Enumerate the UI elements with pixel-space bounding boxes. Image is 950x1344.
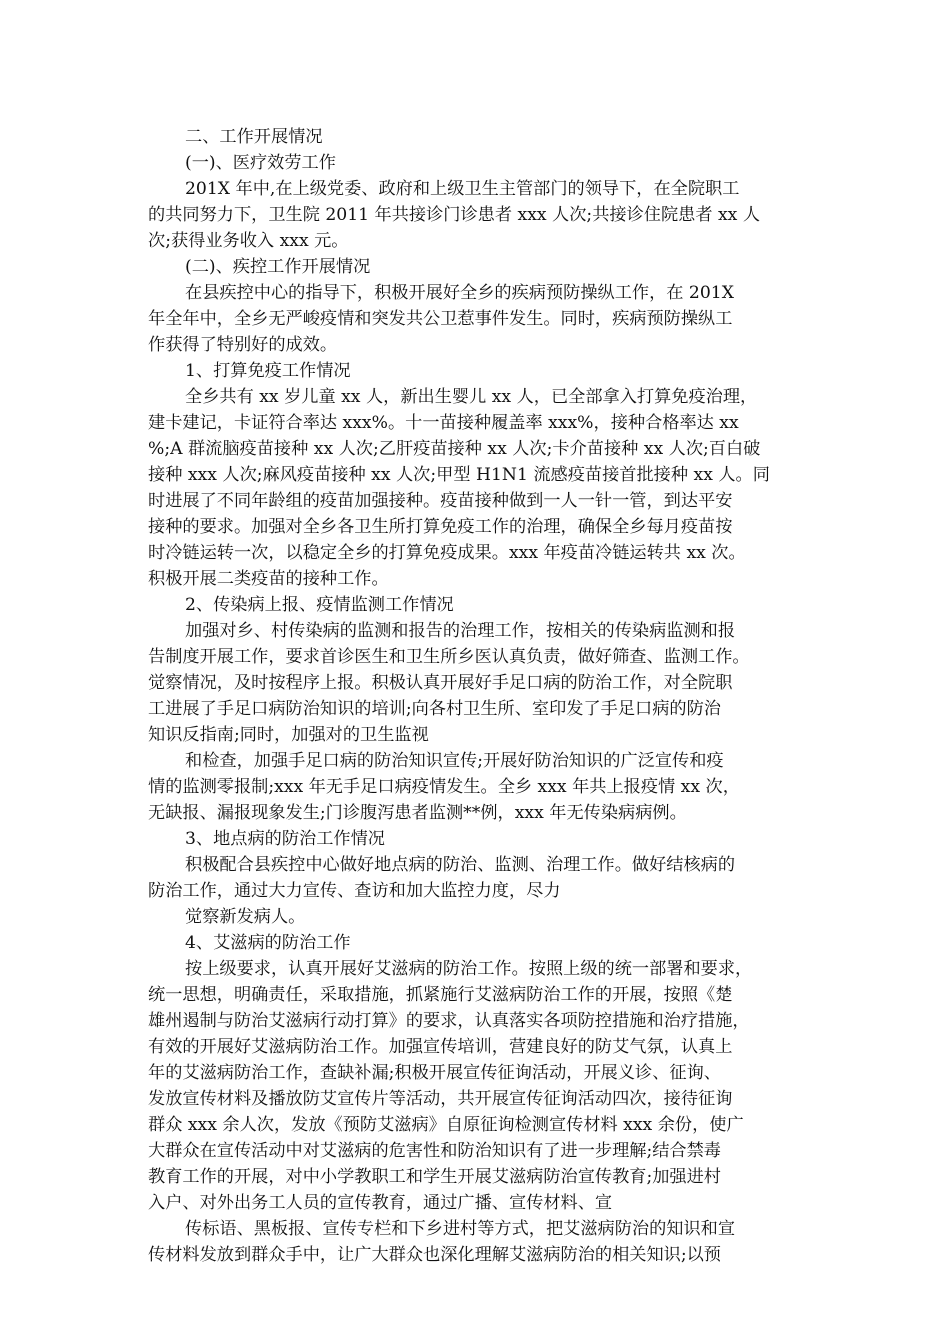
- text-line: 二、工作开展情况: [185, 127, 323, 147]
- text-line: 告制度开展工作，要求首诊医生和卫生所乡医认真负责，做好筛查、监测工作。: [148, 647, 750, 667]
- text-line: 作获得了特别好的成效。: [148, 335, 338, 355]
- text-line: 雄州遏制与防治艾滋病行动打算》的要求，认真落实各项防控措施和治疗措施，: [148, 1011, 750, 1031]
- text-line: 1、打算免疫工作情况: [185, 361, 351, 381]
- text-line: 知识反指南;同时，加强对的卫生监视: [148, 725, 429, 745]
- text-line: 2、传染病上报、疫情监测工作情况: [185, 595, 454, 615]
- text-line: 全乡共有 xx 岁儿童 xx 人，新出生婴儿 xx 人，已全部拿入打算免疫治理，: [185, 387, 758, 407]
- text-line: 无缺报、漏报现象发生;门诊腹泻患者监测**例，xxx 年无传染病病例。: [148, 803, 687, 823]
- text-line: 时进展了不同年龄组的疫苗加强接种。疫苗接种做到一人一针一管，到达平安: [148, 491, 733, 511]
- text-line: 统一思想，明确责任，采取措施，抓紧施行艾滋病防治工作的开展，按照《楚: [148, 985, 733, 1005]
- text-line: 教育工作的开展，对中小学教职工和学生开展艾滋病防治宣传教育;加强进村: [148, 1167, 721, 1187]
- text-line: %;A 群流脑疫苗接种 xx 人次;乙肝疫苗接种 xx 人次;卡介苗接种 xx 人次;百白破: [148, 439, 761, 459]
- text-line: (一)、医疗效劳工作: [185, 153, 336, 173]
- text-line: 按上级要求，认真开展好艾滋病的防治工作。按照上级的统一部署和要求，: [185, 959, 753, 979]
- text-line: 入户、对外出务工人员的宣传教育，通过广播、宣传材料、宣: [148, 1193, 613, 1213]
- text-line: 在县疾控中心的指导下，积极开展好全乡的疾病预防操纵工作，在 201X: [185, 283, 734, 303]
- text-line: 次;获得业务收入 xxx 元。: [148, 231, 349, 251]
- text-line: 传材料发放到群众手中，让广大群众也深化理解艾滋病防治的相关知识;以预: [148, 1245, 721, 1265]
- text-line: 和检查，加强手足口病的防治知识宣传;开展好防治知识的广泛宣传和疫: [185, 751, 724, 771]
- text-line: 大群众在宣传活动中对艾滋病的危害性和防治知识有了进一步理解;结合禁毒: [148, 1141, 721, 1161]
- text-line: 建卡建记，卡证符合率达 xxx%。十一苗接种履盖率 xxx%，接种合格率达 xx: [148, 413, 739, 433]
- text-line: 积极配合县疾控中心做好地点病的防治、监测、治理工作。做好结核病的: [185, 855, 736, 875]
- text-line: 工进展了手足口病防治知识的培训;向各村卫生所、室印发了手足口病的防治: [148, 699, 721, 719]
- document-body: [148, 124, 813, 1268]
- text-line: 积极开展二类疫苗的接种工作。: [148, 569, 389, 589]
- text-line: 觉察新发病人。: [185, 907, 306, 927]
- text-line: 发放宣传材料及播放防艾宣传片等活动，共开展宣传征询活动四次，接待征询: [148, 1089, 733, 1109]
- text-line: 时冷链运转一次，以稳定全乡的打算免疫成果。xxx 年疫苗冷链运转共 xx 次。: [148, 543, 746, 563]
- text-line: 加强对乡、村传染病的监测和报告的治理工作，按相关的传染病监测和报: [185, 621, 736, 641]
- text-line: 防治工作，通过大力宣传、查访和加大监控力度，尽力: [148, 881, 561, 901]
- text-line: 年的艾滋病防治工作，查缺补漏;积极开展宣传征询活动，开展义诊、征询、: [148, 1063, 721, 1083]
- text-line: 4、艾滋病的防治工作: [185, 933, 351, 953]
- text-line: 有效的开展好艾滋病防治工作。加强宣传培训，营建良好的防艾气氛，认真上: [148, 1037, 733, 1057]
- text-line: (二)、疾控工作开展情况: [185, 257, 371, 277]
- text-line: 的共同努力下，卫生院 2011 年共接诊门诊患者 xxx 人次;共接诊住院患者 xx 人: [148, 205, 761, 225]
- text-line: 情的监测零报制;xxx 年无手足口病疫情发生。全乡 xxx 年共上报疫情 xx 次，: [148, 777, 740, 797]
- text-line: 传标语、黑板报、宣传专栏和下乡进村等方式，把艾滋病防治的知识和宣: [185, 1219, 736, 1239]
- text-line: 觉察情况，及时按程序上报。积极认真开展好手足口病的防治工作，对全院职: [148, 673, 733, 693]
- text-line: 201X 年中,在上级党委、政府和上级卫生主管部门的领导下，在全院职工: [185, 179, 740, 199]
- text-line: 3、地点病的防治工作情况: [185, 829, 385, 849]
- text-line: 群众 xxx 余人次，发放《预防艾滋病》自原征询检测宣传材料 xxx 余份，使广: [148, 1115, 744, 1135]
- text-line: 接种的要求。加强对全乡各卫生所打算免疫工作的治理，确保全乡每月疫苗按: [148, 517, 733, 537]
- text-line: 接种 xxx 人次;麻风疫苗接种 xx 人次;甲型 H1N1 流感疫苗接首批接种 xx 人。同: [148, 465, 770, 485]
- text-line: 年全年中，全乡无严峻疫情和突发共公卫惹事件发生。同时，疾病预防操纵工: [148, 309, 733, 329]
